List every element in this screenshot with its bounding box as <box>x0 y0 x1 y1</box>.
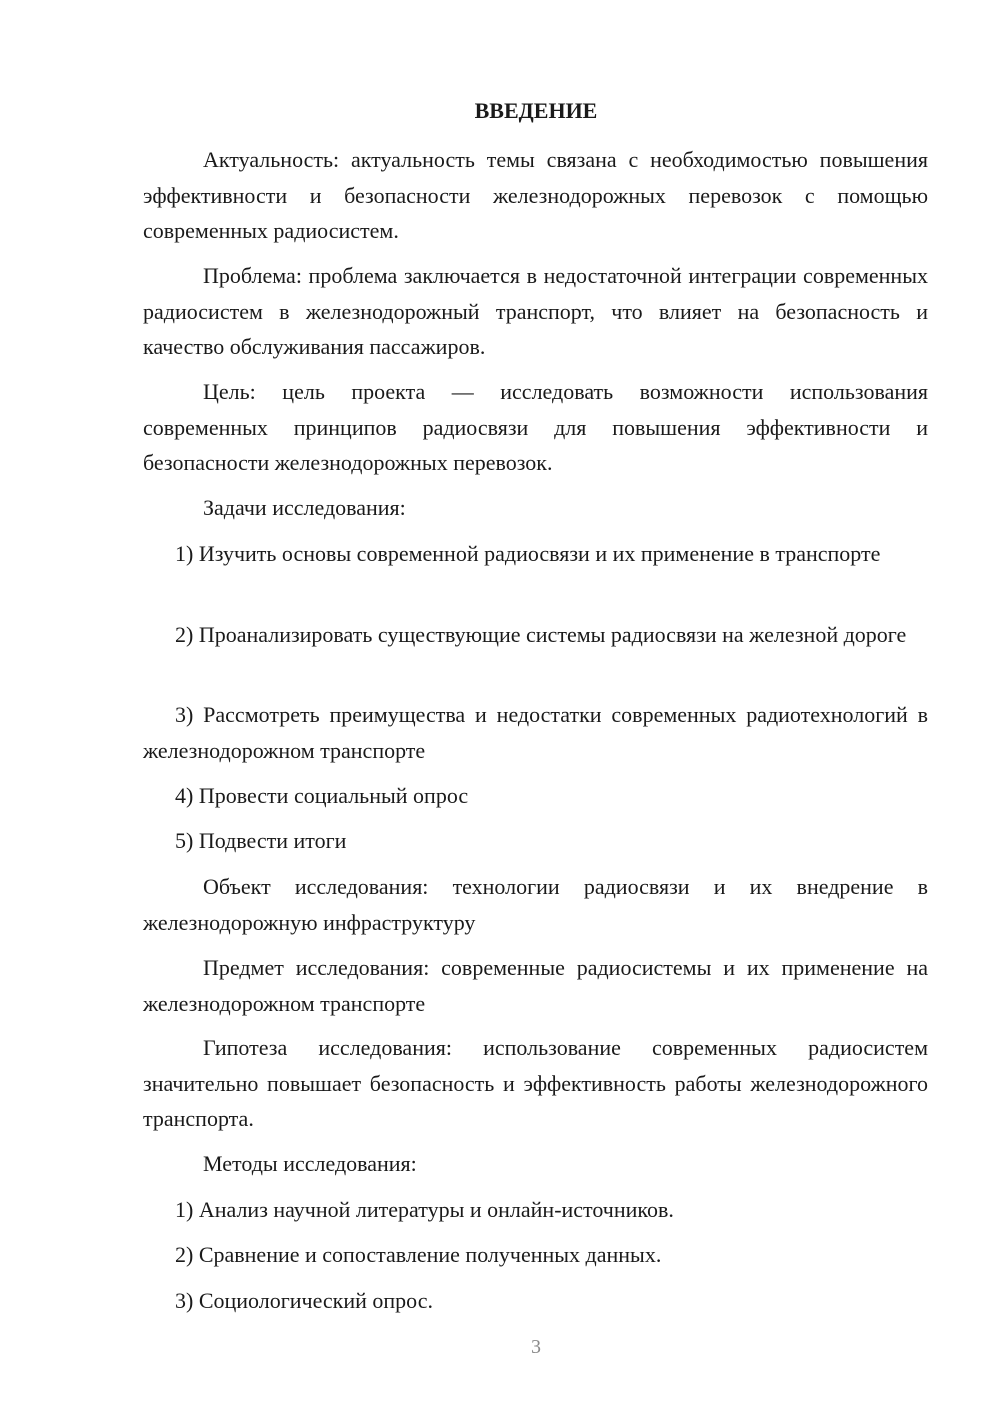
hypothesis-paragraph: Гипотеза исследования: использование современных радиосистем значительно повышает безопасность и эффективность работы железнодорожного транспорта. <box>143 1035 928 1131</box>
task-item-1: 1) Изучить основы современной радиосвязи и их применение в транспорте <box>175 541 881 566</box>
subject-paragraph: Предмет исследования: современные радиосистемы и их применение на железнодорожном транспорте <box>143 955 928 1016</box>
methods-heading: Методы исследования: <box>203 1151 417 1176</box>
task-item-5: 5) Подвести итоги <box>175 828 347 853</box>
page-title: ВВЕДЕНИЕ <box>474 98 598 123</box>
relevance-paragraph: Актуальность: актуальность темы связана с необходимостью повышения эффективности и безопасности железнодорожных перевозок с помощью современных радиосистем. <box>143 147 928 243</box>
page-number: 3 <box>531 1336 541 1358</box>
task-item-3: 3) Рассмотреть преимущества и недостатки современных радиотехнологий в железнодорожном транспорте <box>143 702 928 763</box>
goal-paragraph: Цель: цель проекта — исследовать возможности использования современных принципов радиосвязи для повышения эффективности и безопасности железнодорожных перевозок. <box>143 379 928 475</box>
object-paragraph: Объект исследования: технологии радиосвязи и их внедрение в железнодорожную инфраструктуру <box>143 874 928 935</box>
method-item-3: 3) Социологический опрос. <box>175 1288 433 1313</box>
tasks-heading: Задачи исследования: <box>203 495 406 520</box>
method-item-1: 1) Анализ научной литературы и онлайн-источников. <box>175 1197 674 1222</box>
task-item-2: 2) Проанализировать существующие системы радиосвязи на железной дороге <box>175 622 907 647</box>
method-item-2: 2) Сравнение и сопоставление полученных данных. <box>175 1242 662 1267</box>
problem-paragraph: Проблема: проблема заключается в недостаточной интеграции современных радиосистем в железнодорожный транспорт, что влияет на безопасность и качество обслуживания пассажиров. <box>143 263 928 359</box>
task-item-4: 4) Провести социальный опрос <box>175 783 469 808</box>
